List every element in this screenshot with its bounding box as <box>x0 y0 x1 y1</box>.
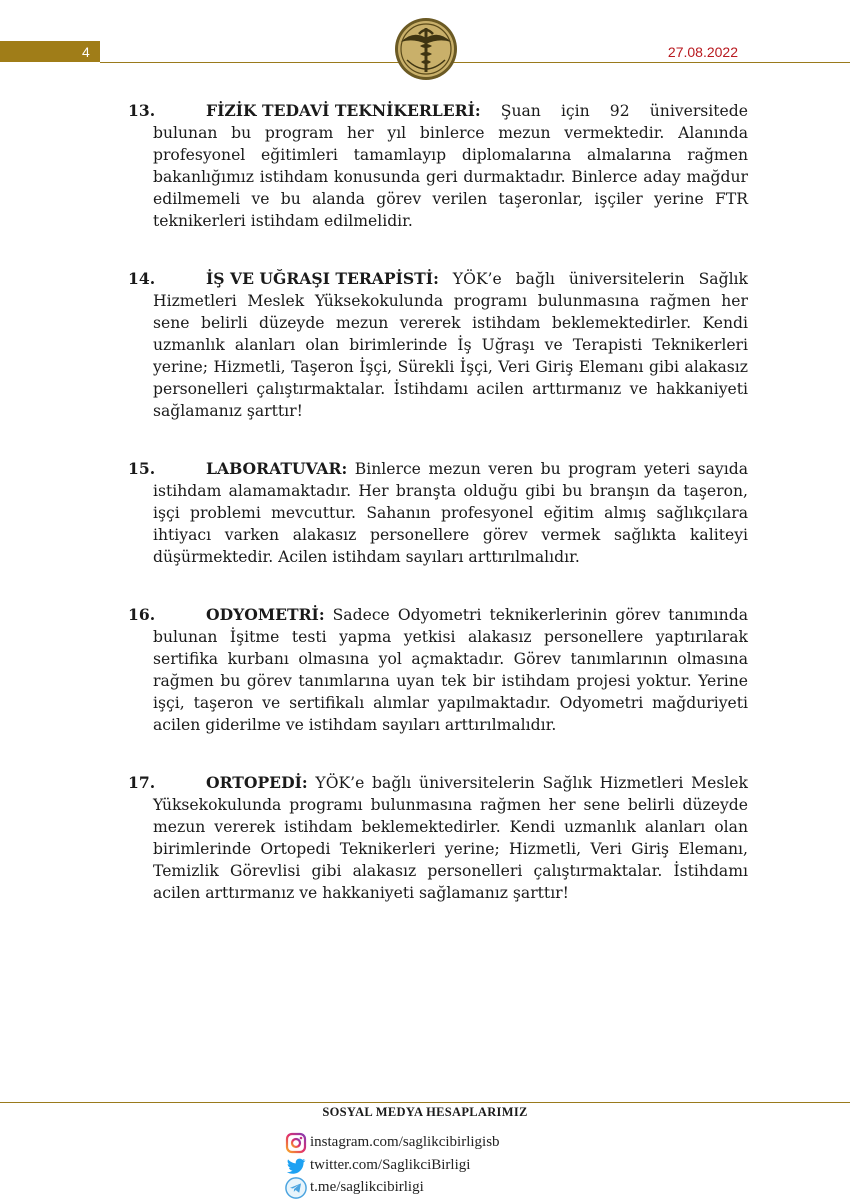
item-number: 14. <box>128 269 156 288</box>
instagram-icon <box>285 1132 307 1154</box>
item-text: YÖK’e bağlı üniversitelerin Sağlık Hizmetleri Meslek Yüksekokulunda programı bulunmasına rağmen her sene belirli düzeyde mezun vererek istihdam beklemektedirler. Kendi uzmanlık alanları olan birimlerinde Ortopedi Teknikerleri yerine; Hizmetli, Veri Giriş Elemanı, Temizlik Görevlisi gibi alakasız personelleri çalıştırmaktalar. İstihdamı acilen arttırmanız ve hakkaniyeti sağlamanız şarttır! <box>153 774 748 902</box>
item-title: İŞ VE UĞRAŞI TERAPİSTİ: <box>206 269 439 288</box>
item-number: 13. <box>128 101 156 120</box>
twitter-link-text[interactable]: twitter.com/SaglikciBirligi <box>310 1157 471 1173</box>
item-text: YÖK’e bağlı üniversitelerin Sağlık Hizmetleri Meslek Yüksekokulunda programı bulunmasına rağmen her sene belirli düzeyde mezun vererek istihdam beklemektedirler. Kendi uzmanlık alanları olan birimlerinde İş Uğraşı ve Terapisti Teknikerleri yerine; Hizmetli, Taşeron İşçi, Sürekli İşçi, Veri Giriş Elemanı gibi alakasız personelleri çalıştırmaktalar. İstihdamı acilen arttırmanız ve hakkaniyeti sağlamanız şarttır! <box>153 270 748 420</box>
telegram-link-text[interactable]: t.me/saglikcibirligi <box>310 1179 424 1195</box>
list-item <box>128 604 748 736</box>
header-date: 27.08.2022 <box>667 44 738 60</box>
item-text: Binlerce mezun veren bu program yeteri sayıda istihdam alamamaktadır. Her branşta olduğu gibi bu branşın da taşeron, işçi problemi mevcuttur. Sahanın profesyonel eğitim almış sağlıkçılara ihtiyacı varken alakasız personellere görev vermek sağlıkta kaliteyi düşürmektedir. Acilen istihdam sayıları arttırılmalıdır. <box>153 460 748 566</box>
header-rule <box>100 62 850 63</box>
twitter-icon <box>285 1155 307 1177</box>
telegram-icon <box>285 1177 307 1199</box>
item-text: Şuan için 92 üniversitede bulunan bu program her yıl binlerce mezun vermektedir. Alanında profesyonel eğitimleri tamamlayıp diplomalarına almalarına rağmen bakanlığımız istihdam konusunda geri durmaktadır. Binlerce aday mağdur edilmemeli ve bu alanda görev verilen taşeronlar, işçiler yerine FTR teknikerleri istihdam edilmelidir. <box>153 102 748 230</box>
item-number: 16. <box>128 605 156 624</box>
list-item <box>128 100 748 232</box>
page-number: 4 <box>82 44 90 60</box>
twitter-link[interactable] <box>285 1155 605 1177</box>
instagram-link[interactable] <box>285 1132 605 1154</box>
footer-rule <box>0 1102 850 1103</box>
telegram-link[interactable] <box>285 1177 605 1199</box>
item-title: ORTOPEDİ: <box>206 773 308 792</box>
item-number: 15. <box>128 459 156 478</box>
item-text: Sadece Odyometri teknikerlerinin görev tanımında bulunan İşitme testi yapma yetkisi alakasız personellere yaptırılarak sertifika kurbanı olmasına yol açmaktadır. Görev tanımlarının olmasına rağmen bu görev tanımlarına uyan tek bir istihdam projesi yoktur. Yerine işçi, taşeron ve sertifikalı alımlar yapılmaktadır. Odyometri mağduriyeti acilen giderilme ve istihdam sayıları arttırılmalıdır. <box>153 606 748 734</box>
organization-seal-logo <box>393 16 459 82</box>
list-item <box>128 772 748 904</box>
list-item <box>128 268 748 422</box>
list-item <box>128 458 748 568</box>
item-title: LABORATUVAR: <box>206 459 348 478</box>
document-body <box>128 100 748 940</box>
footer-title: SOSYAL MEDYA HESAPLARIMIZ <box>322 1105 528 1119</box>
instagram-link-text[interactable]: instagram.com/saglikcibirligisb <box>310 1134 500 1150</box>
item-title: FİZİK TEDAVİ TEKNİKERLERİ: <box>206 101 481 120</box>
item-number: 17. <box>128 773 156 792</box>
item-title: ODYOMETRİ: <box>206 605 325 624</box>
